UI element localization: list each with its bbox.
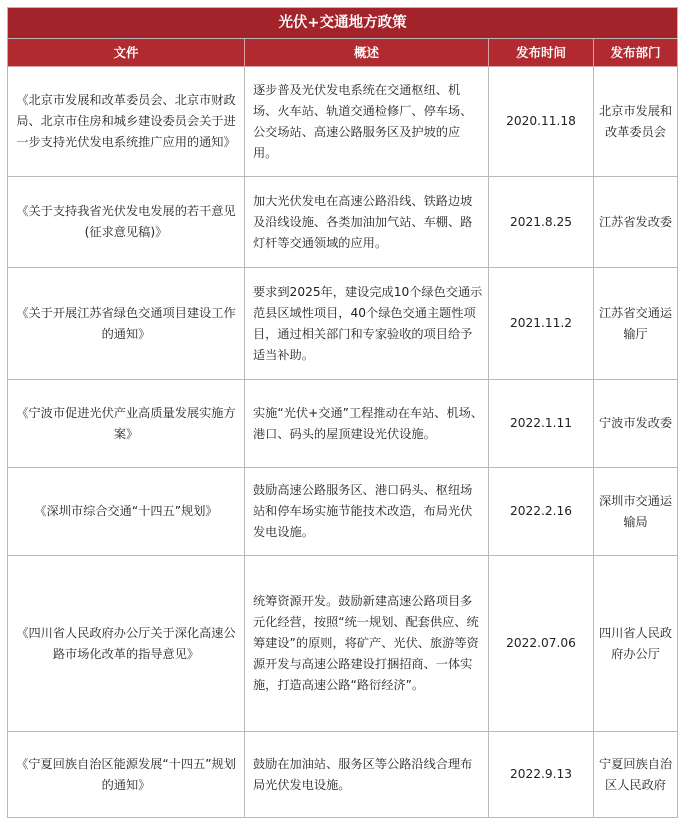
file-cell: 《深圳市综合交通“十四五”规划》 [8,468,245,556]
table-row [8,732,678,818]
department-cell: 江苏省发改委 [594,177,678,268]
summary-cell: 加大光伏发电在高速公路沿线、铁路边坡及沿线设施、各类加油加气站、车棚、路灯杆等交通领域的应用。 [245,177,489,268]
summary-cell: 鼓励在加油站、服务区等公路沿线合理布局光伏发电设施。 [245,732,489,818]
date-cell: 2022.9.13 [489,732,594,818]
file-cell: 《宁波市促进光伏产业高质量发展实施方案》 [8,380,245,468]
file-cell: 《关于开展江苏省绿色交通项目建设工作的通知》 [8,268,245,380]
department-cell: 深圳市交通运输局 [594,468,678,556]
policy-table [7,7,678,818]
date-cell: 2022.1.11 [489,380,594,468]
summary-cell: 实施“光伏+交通”工程推动在车站、机场、港口、码头的屋顶建设光伏设施。 [245,380,489,468]
department-cell: 宁波市发改委 [594,380,678,468]
date-cell: 2022.07.06 [489,556,594,732]
table-row [8,556,678,732]
department-cell: 四川省人民政府办公厅 [594,556,678,732]
file-cell: 《关于支持我省光伏发电发展的若干意见(征求意见稿)》 [8,177,245,268]
date-cell: 2022.2.16 [489,468,594,556]
date-cell: 2021.8.25 [489,177,594,268]
file-cell: 《宁夏回族自治区能源发展“十四五”规划的通知》 [8,732,245,818]
department-cell: 北京市发展和改革委员会 [594,67,678,177]
date-cell: 2020.11.18 [489,67,594,177]
header-row [8,39,678,67]
table-row [8,67,678,177]
date-cell: 2021.11.2 [489,268,594,380]
header-department: 发布部门 [594,39,678,67]
table-title: 光伏+交通地方政策 [8,8,678,39]
title-row [8,8,678,39]
file-cell: 《四川省人民政府办公厅关于深化高速公路市场化改革的指导意见》 [8,556,245,732]
summary-cell: 鼓励高速公路服务区、港口码头、枢纽场站和停车场实施节能技术改造，布局光伏发电设施。 [245,468,489,556]
summary-cell: 逐步普及光伏发电系统在交通枢纽、机场、火车站、轨道交通检修厂、停车场、公交场站、高速公路服务区及护坡的应用。 [245,67,489,177]
table-row [8,268,678,380]
table-row [8,380,678,468]
department-cell: 宁夏回族自治区人民政府 [594,732,678,818]
table-row [8,177,678,268]
header-date: 发布时间 [489,39,594,67]
table-row [8,468,678,556]
header-summary: 概述 [245,39,489,67]
file-cell: 《北京市发展和改革委员会、北京市财政局、北京市住房和城乡建设委员会关于进一步支持光伏发电系统推广应用的通知》 [8,67,245,177]
header-file: 文件 [8,39,245,67]
summary-cell: 统筹资源开发。鼓励新建高速公路项目多元化经营，按照“统一规划、配套供应、统筹建设”的原则，将矿产、光伏、旅游等资源开发与高速公路建设打捆招商、一体实施，打造高速公路“路衍经济”。 [245,556,489,732]
department-cell: 江苏省交通运输厅 [594,268,678,380]
summary-cell: 要求到2025年，建设完成10个绿色交通示范县区域性项目，40个绿色交通主题性项目，通过相关部门和专家验收的项目给予适当补助。 [245,268,489,380]
